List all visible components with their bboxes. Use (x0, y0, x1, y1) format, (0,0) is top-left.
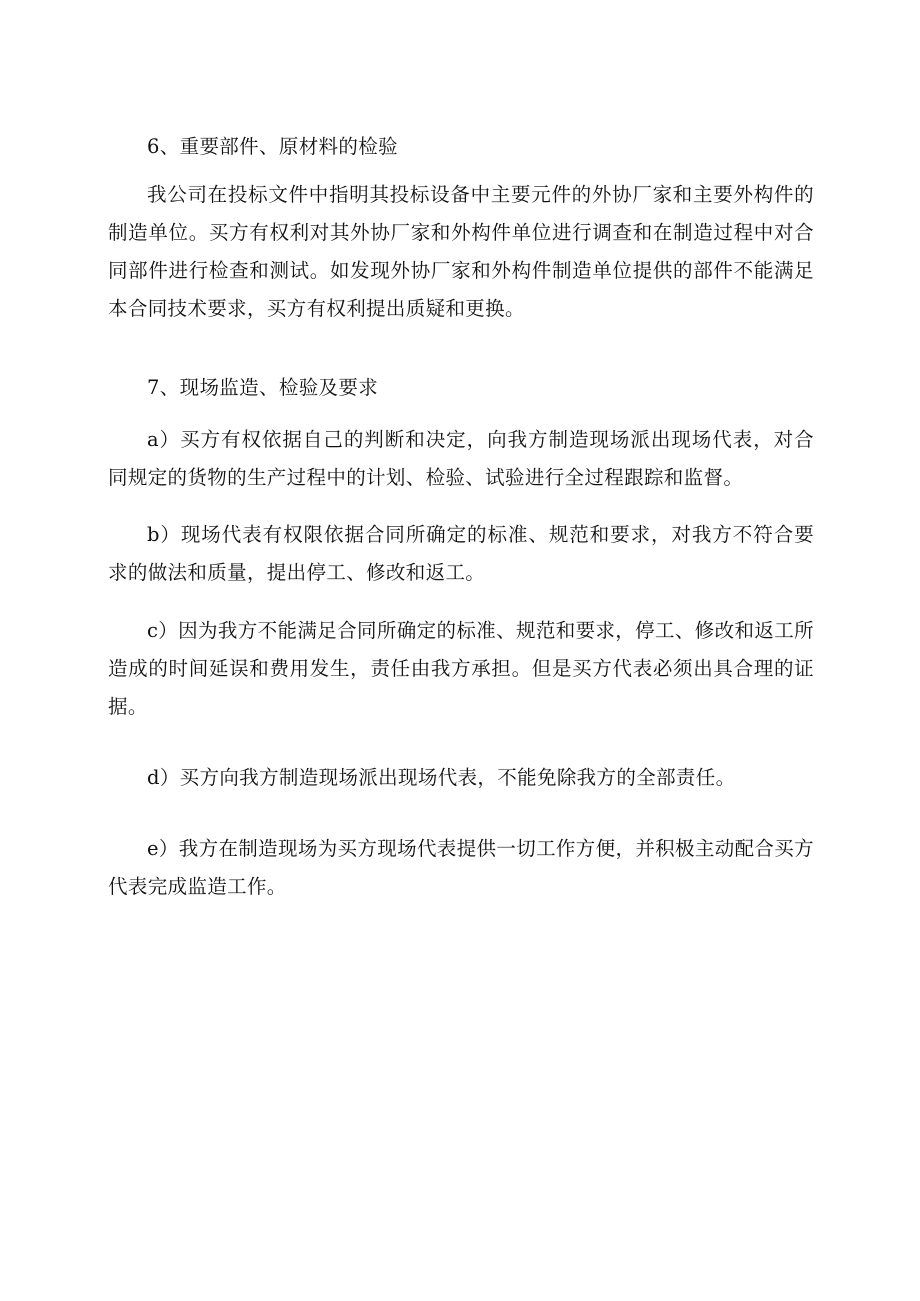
section-7-item-b: b）现场代表有权限依据合同所确定的标准、规范和要求，对我方不符合要求的做法和质量，提出停工、修改和返工。 (108, 523, 814, 584)
section-7-item-d: d）买方向我方制造现场派出现场代表，不能免除我方的全部责任。 (147, 766, 736, 789)
section-7-item-a: a）买方有权依据自己的判断和决定，向我方制造现场派出现场代表，对合同规定的货物的生产过程中的计划、检验、试验进行全过程跟踪和监督。 (108, 428, 814, 489)
section-6-heading: 6、重要部件、原材料的检验 (147, 135, 398, 158)
section-6-body: 我公司在投标文件中指明其投标设备中主要元件的外协厂家和主要外构件的制造单位。买方有权利对其外协厂家和外构件单位进行调查和在制造过程中对合同部件进行检查和测试。如发现外协厂家和外构件制造单位提供的部件不能满足本合同技术要求，买方有权利提出质疑和更换。 (108, 183, 814, 320)
section-7-item-e: e）我方在制造现场为买方现场代表提供一切工作方便，并积极主动配合买方代表完成监造工作。 (108, 837, 814, 898)
section-7-heading: 7、现场监造、检验及要求 (147, 376, 379, 399)
section-7-item-c: c）因为我方不能满足合同所确定的标准、规范和要求，停工、修改和返工所造成的时间延误和费用发生，责任由我方承担。但是买方代表必须出具合理的证据。 (108, 619, 814, 718)
